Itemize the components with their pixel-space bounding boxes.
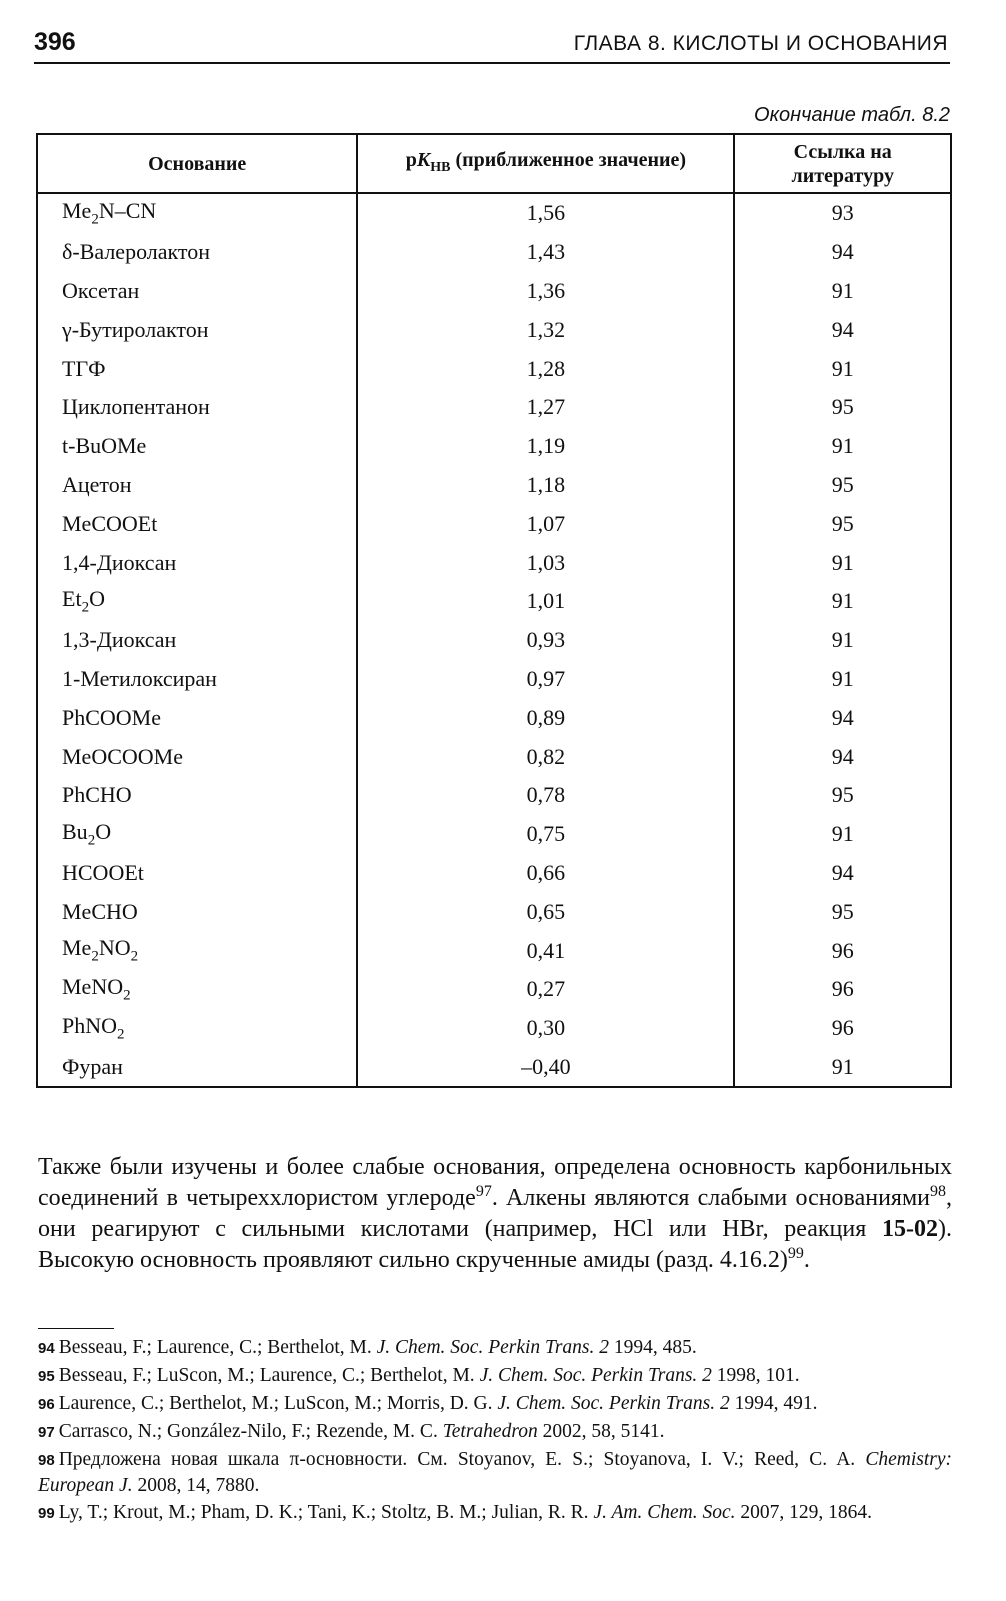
cell-pk: –0,40	[357, 1048, 734, 1088]
footnote-mark: 94	[38, 1340, 55, 1357]
table-row	[37, 1009, 951, 1048]
footnote-journal: J. Chem. Soc. Perkin Trans. 2	[497, 1393, 730, 1414]
footnote-authors: Ly, T.; Krout, M.; Pham, D. K.; Tani, K.; Stoltz, B. M.; Julian, R. R.	[58, 1502, 594, 1523]
cell-ref: 91	[734, 621, 951, 660]
cell-base	[37, 504, 357, 543]
footnote	[38, 1363, 952, 1389]
header-pk-k: K	[416, 148, 431, 171]
cell-ref: 94	[734, 310, 951, 349]
cell-ref: 95	[734, 504, 951, 543]
para-part-3: , они реагируют с сильными кислотами (например, HCl или HBr, реакция	[38, 1185, 952, 1242]
header-pk	[357, 134, 734, 193]
formula-subscript: 2	[91, 948, 99, 965]
footnote	[38, 1391, 952, 1417]
cell-pk: 1,43	[357, 233, 734, 272]
cell-ref: 94	[734, 737, 951, 776]
table-row	[37, 193, 951, 233]
footnote-journal: Chemistry: European J.	[38, 1449, 952, 1496]
table-row	[37, 388, 951, 427]
footnote-details: 1994, 485.	[609, 1337, 697, 1358]
table-row	[37, 233, 951, 272]
cell-ref: 94	[734, 698, 951, 737]
table-row	[37, 698, 951, 737]
cell-pk: 0,89	[357, 698, 734, 737]
footnote	[38, 1500, 952, 1526]
header-pk-sub: HB	[430, 159, 451, 175]
formula-part: PhCHO	[62, 782, 132, 808]
table-row	[37, 427, 951, 466]
header-ref-line2: литературу	[791, 164, 894, 187]
header-pk-prefix: p	[405, 148, 417, 171]
cell-base	[37, 349, 357, 388]
cell-ref: 91	[734, 815, 951, 854]
cell-ref: 91	[734, 543, 951, 582]
pk-table	[36, 133, 952, 1088]
cell-pk: 1,03	[357, 543, 734, 582]
formula-part: HCOOEt	[62, 859, 144, 885]
header-pk-suffix: (приближенное значение)	[450, 148, 687, 171]
cell-pk: 0,97	[357, 660, 734, 699]
para-part-1: Также были изучены и более слабые основания, определена основность карбонильных соединений в четыреххлористом углероде	[38, 1154, 952, 1211]
cell-pk: 1,56	[357, 193, 734, 233]
table-row	[37, 543, 951, 582]
cell-base	[37, 466, 357, 505]
cell-ref: 91	[734, 1048, 951, 1088]
para-part-5: .	[803, 1247, 810, 1273]
table-row	[37, 504, 951, 543]
cell-ref: 96	[734, 1009, 951, 1048]
table-row	[37, 815, 951, 854]
footnote-ref-98: 98	[930, 1183, 946, 1200]
reaction-ref: 15-02	[882, 1216, 938, 1242]
body-paragraph	[38, 1152, 952, 1276]
cell-pk: 0,27	[357, 970, 734, 1009]
cell-pk: 1,36	[357, 272, 734, 311]
formula-part: O	[89, 586, 105, 612]
formula-subscript: 2	[130, 948, 139, 965]
formula-part: N–CN	[98, 198, 157, 224]
footnote-mark: 99	[38, 1505, 55, 1522]
cell-base	[37, 543, 357, 582]
cell-pk: 0,75	[357, 815, 734, 854]
formula-part: Bu	[62, 818, 88, 844]
footnote-details: 1994, 491.	[729, 1393, 818, 1414]
cell-pk: 0,93	[357, 621, 734, 660]
table-row	[37, 854, 951, 893]
para-part-4: ). Высокую основность проявляют сильно скрученные амиды (разд. 4.16.2)	[38, 1216, 952, 1273]
cell-base	[37, 815, 357, 854]
footnote-authors: Предложена новая шкала π-основности. См. Stoyanov, E. S.; Stoyanova, I. V.; Reed, C. A.	[58, 1449, 866, 1470]
table-row	[37, 737, 951, 776]
formula-part: PhCOOMe	[62, 704, 162, 730]
table-caption: Окончание табл. 8.2	[754, 104, 950, 126]
formula-part: γ-Бутиролактон	[62, 316, 209, 342]
footnote-mark: 97	[38, 1424, 55, 1441]
footnote-journal: J. Am. Chem. Soc.	[593, 1502, 736, 1523]
cell-pk: 0,65	[357, 892, 734, 931]
cell-ref: 94	[734, 233, 951, 272]
footnote	[38, 1447, 952, 1498]
table-row	[37, 1048, 951, 1088]
footnote-journal: J. Chem. Soc. Perkin Trans. 2	[479, 1365, 712, 1386]
formula-part: PhNO	[62, 1012, 118, 1038]
formula-part: Me	[62, 935, 92, 961]
cell-base	[37, 698, 357, 737]
footnote-authors: Besseau, F.; Laurence, C.; Berthelot, M.	[58, 1337, 377, 1358]
formula-part: Me	[62, 198, 92, 224]
footnote-rule	[38, 1328, 114, 1329]
cell-ref: 96	[734, 931, 951, 970]
cell-pk: 0,30	[357, 1009, 734, 1048]
cell-pk: 1,07	[357, 504, 734, 543]
table-row	[37, 272, 951, 311]
cell-ref: 94	[734, 854, 951, 893]
footnote-mark: 95	[38, 1368, 55, 1385]
formula-part: MeCHO	[62, 898, 138, 924]
table-row	[37, 582, 951, 621]
formula-subscript: 2	[81, 599, 90, 616]
table-row	[37, 466, 951, 505]
footnote-ref-99: 99	[787, 1245, 804, 1262]
footnote-ref-97: 97	[475, 1183, 492, 1200]
page-header	[34, 22, 950, 64]
cell-base	[37, 1009, 357, 1048]
formula-part: ТГФ	[62, 355, 106, 381]
cell-base	[37, 854, 357, 893]
footnote-authors: Carrasco, N.; González-Nilo, F.; Rezende, M. C.	[58, 1421, 443, 1442]
table-row	[37, 970, 951, 1009]
formula-part: Фуран	[62, 1053, 123, 1079]
formula-part: 1,3-Диоксан	[62, 627, 177, 653]
footnotes	[38, 1335, 952, 1528]
cell-ref: 91	[734, 660, 951, 699]
footnote-details: 2007, 129, 1864.	[735, 1502, 872, 1523]
formula-subscript: 2	[117, 1026, 125, 1043]
cell-base	[37, 388, 357, 427]
cell-base	[37, 310, 357, 349]
running-head: ГЛАВА 8. КИСЛОТЫ И ОСНОВАНИЯ	[573, 32, 948, 55]
header-ref-line1: Ссылка на	[793, 140, 892, 163]
cell-base	[37, 660, 357, 699]
formula-part: Оксетан	[62, 277, 140, 303]
table-row	[37, 310, 951, 349]
formula-part: Циклопентанон	[62, 394, 210, 420]
cell-ref: 95	[734, 776, 951, 815]
formula-subscript: 2	[87, 832, 96, 849]
table-header-row	[37, 134, 951, 193]
footnote-details: 2002, 58, 5141.	[537, 1421, 665, 1442]
header-ref	[734, 134, 951, 193]
table-row	[37, 349, 951, 388]
formula-part: Ацетон	[62, 471, 132, 497]
formula-part: δ-Валеролактон	[62, 239, 211, 265]
cell-base	[37, 427, 357, 466]
cell-ref: 91	[734, 349, 951, 388]
cell-pk: 1,18	[357, 466, 734, 505]
cell-ref: 91	[734, 272, 951, 311]
table-row	[37, 621, 951, 660]
cell-ref: 91	[734, 582, 951, 621]
cell-pk: 1,27	[357, 388, 734, 427]
footnote-authors: Laurence, C.; Berthelot, M.; LuScon, M.; Morris, D. G.	[58, 1393, 498, 1414]
cell-pk: 1,19	[357, 427, 734, 466]
formula-part: 1-Метилоксиран	[62, 665, 217, 691]
page-number: 396	[34, 28, 76, 56]
cell-base	[37, 582, 357, 621]
cell-ref: 93	[734, 193, 951, 233]
formula-part: MeCOOEt	[62, 510, 158, 536]
cell-base	[37, 970, 357, 1009]
cell-base	[37, 233, 357, 272]
formula-part: Et	[62, 586, 82, 612]
cell-pk: 1,28	[357, 349, 734, 388]
footnote-mark: 98	[38, 1452, 55, 1469]
header-base: Основание	[37, 134, 357, 193]
footnote	[38, 1335, 952, 1361]
table-row	[37, 931, 951, 970]
formula-part: NO	[98, 935, 131, 961]
cell-ref: 95	[734, 466, 951, 505]
table-body	[37, 193, 951, 1087]
cell-base	[37, 892, 357, 931]
cell-base	[37, 931, 357, 970]
cell-ref: 95	[734, 388, 951, 427]
table-row	[37, 660, 951, 699]
formula-subscript: 2	[123, 987, 131, 1004]
cell-pk: 1,32	[357, 310, 734, 349]
footnote-mark: 96	[38, 1396, 55, 1413]
cell-pk: 0,78	[357, 776, 734, 815]
cell-pk: 0,82	[357, 737, 734, 776]
footnote-details: 1998, 101.	[711, 1365, 800, 1386]
cell-base	[37, 776, 357, 815]
cell-base	[37, 1048, 357, 1088]
cell-base	[37, 737, 357, 776]
footnote	[38, 1419, 952, 1445]
formula-subscript: 2	[91, 211, 99, 228]
footnote-journal: Tetrahedron	[442, 1421, 538, 1442]
cell-pk: 0,41	[357, 931, 734, 970]
cell-base	[37, 272, 357, 311]
formula-part: t-BuOMe	[62, 433, 147, 459]
cell-ref: 91	[734, 427, 951, 466]
cell-pk: 0,66	[357, 854, 734, 893]
formula-part: MeOCOOMe	[62, 743, 183, 769]
footnote-journal: J. Chem. Soc. Perkin Trans. 2	[376, 1337, 609, 1358]
footnote-authors: Besseau, F.; LuScon, M.; Laurence, C.; Berthelot, M.	[58, 1365, 480, 1386]
formula-part: MeNO	[62, 974, 124, 1000]
cell-ref: 95	[734, 892, 951, 931]
footnote-details: 2008, 14, 7880.	[132, 1475, 260, 1496]
formula-part: 1,4-Диоксан	[62, 549, 177, 575]
formula-part: O	[95, 818, 112, 844]
table-row	[37, 776, 951, 815]
cell-ref: 96	[734, 970, 951, 1009]
cell-base	[37, 193, 357, 233]
para-part-2: . Алкены являются слабыми основаниями	[491, 1185, 930, 1211]
cell-base	[37, 621, 357, 660]
cell-pk: 1,01	[357, 582, 734, 621]
table-row	[37, 892, 951, 931]
